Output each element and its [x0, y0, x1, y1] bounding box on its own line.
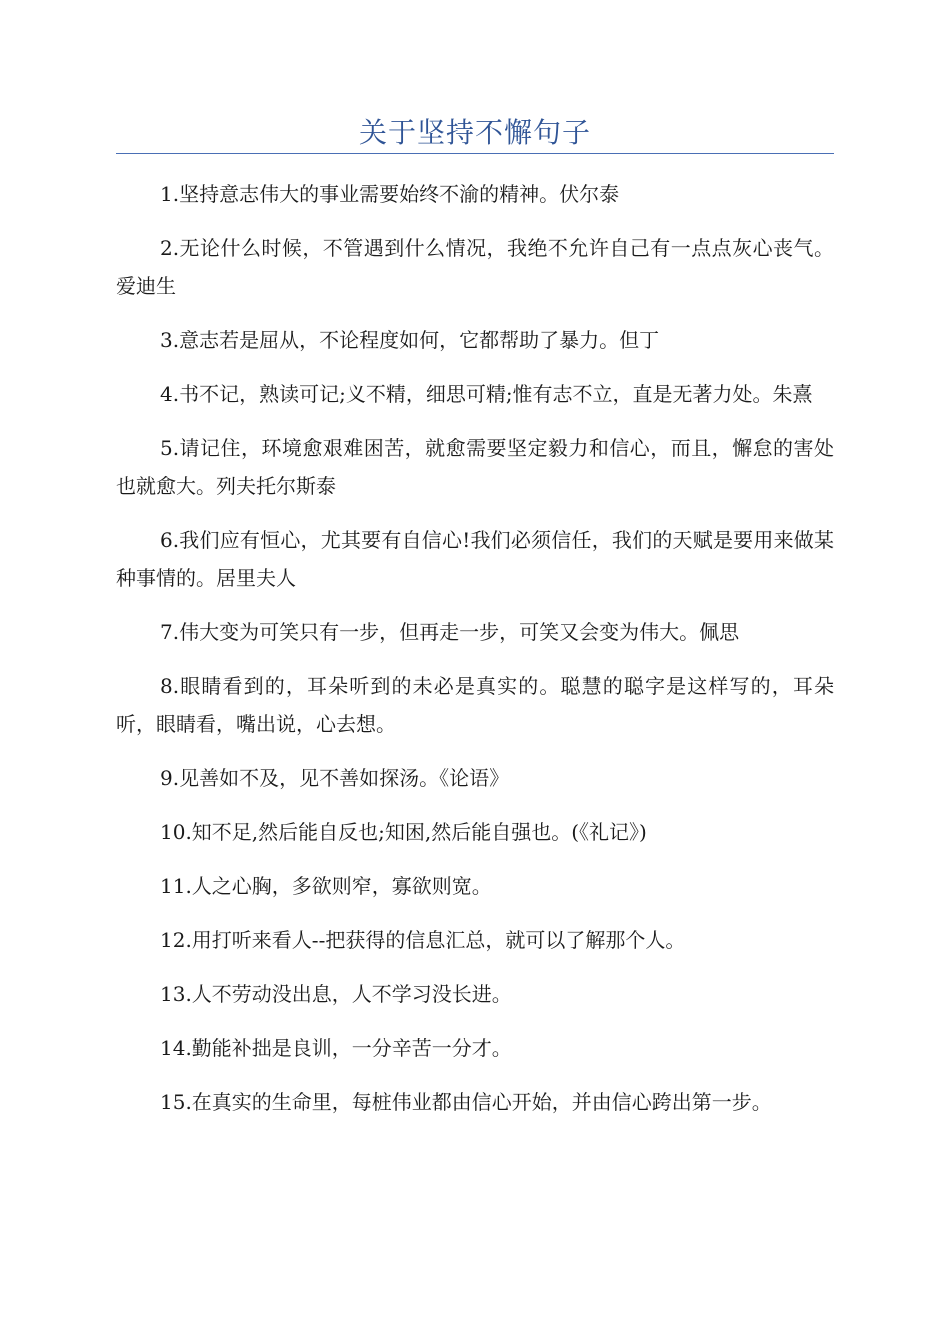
- paragraph-15: 15.在真实的生命里，每桩伟业都由信心开始，并由信心跨出第一步。: [160, 1090, 772, 1114]
- paragraph-1: 1.坚持意志伟大的事业需要始终不渝的精神。伏尔泰: [160, 182, 620, 206]
- paragraph-8: 8.眼睛看到的，耳朵听到的未必是真实的。聪慧的聪字是这样写的，耳朵听，眼睛看，嘴出说，心去想。: [116, 674, 834, 736]
- paragraph-10: 10.知不足,然后能自反也;知困,然后能自强也。(《礼记》): [160, 820, 647, 844]
- paragraph-5: 5.请记住，环境愈艰难困苦，就愈需要坚定毅力和信心，而且，懈怠的害处也就愈大。列夫托尔斯泰: [116, 436, 834, 498]
- paragraph-2: 2.无论什么时候，不管遇到什么情况，我绝不允许自己有一点点灰心丧气。爱迪生: [116, 236, 834, 298]
- document-body: [116, 175, 834, 1137]
- paragraph-6: 6.我们应有恒心，尤其要有自信心!我们必须信任，我们的天赋是要用来做某种事情的。居里夫人: [116, 528, 834, 590]
- paragraph-9: 9.见善如不及，见不善如探汤。《论语》: [160, 766, 510, 790]
- paragraph-13: 13.人不劳动没出息，人不学习没长进。: [160, 982, 512, 1006]
- paragraph-12: 12.用打听来看人--把获得的信息汇总，就可以了解那个人。: [160, 928, 686, 952]
- paragraph-14: 14.勤能补拙是良训，一分辛苦一分才。: [160, 1036, 512, 1060]
- paragraph-11: 11.人之心胸，多欲则窄，寡欲则宽。: [160, 874, 492, 898]
- title-underline: [116, 153, 834, 154]
- document-title: 关于坚持不懈句子: [358, 116, 591, 149]
- paragraph-4: 4.书不记，熟读可记;义不精，细思可精;惟有志不立，直是无著力处。朱熹: [160, 382, 813, 406]
- paragraph-3: 3.意志若是屈从，不论程度如何，它都帮助了暴力。但丁: [160, 328, 660, 352]
- paragraph-7: 7.伟大变为可笑只有一步，但再走一步，可笑又会变为伟大。佩思: [160, 620, 740, 644]
